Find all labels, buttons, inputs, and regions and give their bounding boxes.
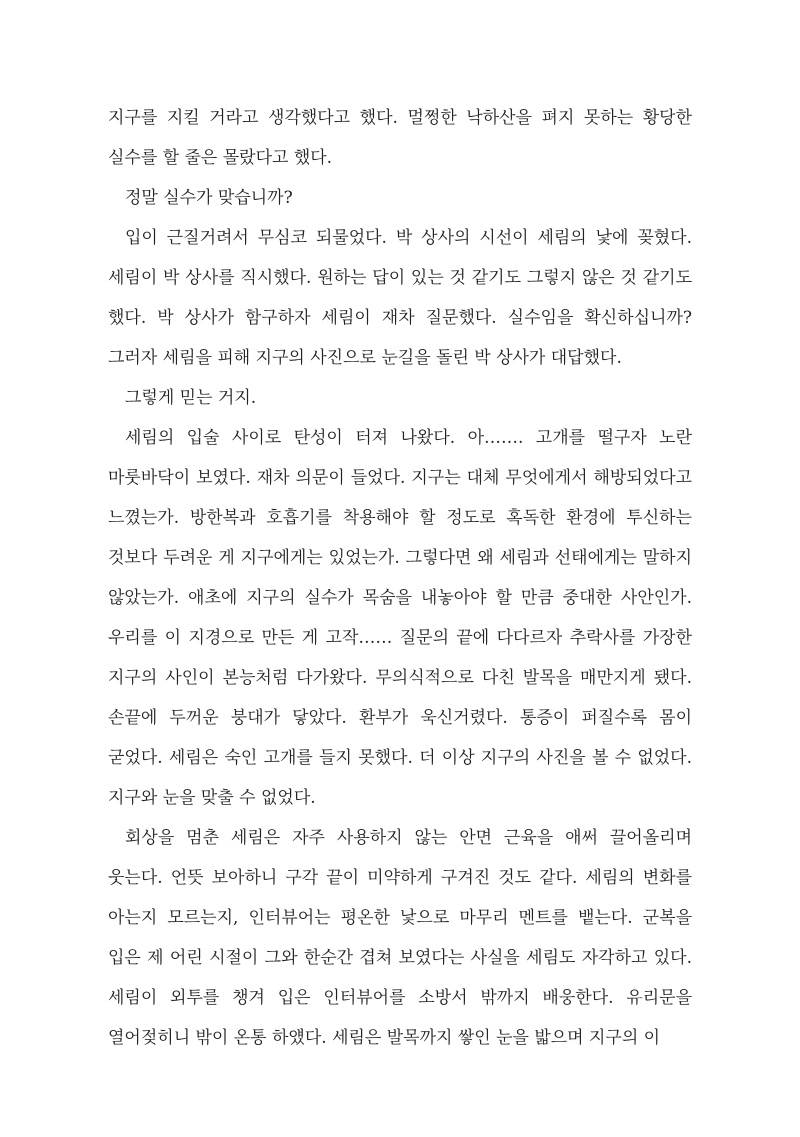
paragraph: 세림의 입술 사이로 탄성이 터져 나왔다. 아……. 고개를 떨구자 노란 마룻바닥이 보였다. 재차 의문이 들었다. 지구는 대체 무엇에게서 해방되었다고 느꼈는가. 방한복과 호흡기를 착용해야 할 정도로 혹독한 환경에 투신하는 것보다 두려운 게 지구에게는 있었는가. 그렇다면 왜 세림과 선태에게는 말하지 않았는가. 애초에 지구의 실수가 목숨을 내놓아야 할 만큼 중대한 사안인가. 우리를 이 지경으로 만든 게 고작…… 질문의 끝에 다다르자 추락사를 가장한 지구의 사인이 본능처럼 다가왔다. 무의식적으로 다친 발목을 매만지게 됐다. 손끝에 두꺼운 붕대가 닿았다. 환부가 욱신거렸다. 통증이 퍼질수록 몸이 굳었다. 세림은 숙인 고개를 들지 못했다. 더 이상 지구의 사진을 볼 수 없었다. 지구와 눈을 맞출 수 없었다. (108, 428, 692, 808)
paragraph: 회상을 멈춘 세림은 자주 사용하지 않는 안면 근육을 애써 끌어올리며 웃는다. 언뜻 보아하니 구각 끝이 미약하게 구겨진 것도 같다. 세림의 변화를 아는지 모르는지, 인터뷰어는 평온한 낯으로 마무리 멘트를 뱉는다. 군복을 입은 제 어린 시절이 그와 한순간 겹쳐 보였다는 사실을 세림도 자각하고 있다. 세림이 외투를 챙겨 입은 인터뷰어를 소방서 밖까지 배웅한다. 유리문을 열어젖히니 밖이 온통 하얬다. 세림은 발목까지 쌓인 눈을 밟으며 지구의 이 (108, 828, 692, 1048)
paragraph: 입이 근질거려서 무심코 되물었다. 박 상사의 시선이 세림의 낯에 꽂혔다. 세림이 박 상사를 직시했다. 원하는 답이 있는 것 같기도 그렇지 않은 것 같기도 했다. 박 상사가 함구하자 세림이 재차 질문했다. 실수임을 확신하십니까? 그러자 세림을 피해 지구의 사진으로 눈길을 돌린 박 상사가 대답했다. (108, 228, 692, 368)
paragraph: 정말 실수가 맞습니까? (125, 188, 293, 208)
document-page (108, 98, 692, 1058)
paragraph: 지구를 지킬 거라고 생각했다고 했다. 멀쩡한 낙하산을 펴지 못하는 황당한 실수를 할 줄은 몰랐다고 했다. (108, 108, 692, 168)
paragraph: 그렇게 믿는 거지. (125, 388, 257, 408)
